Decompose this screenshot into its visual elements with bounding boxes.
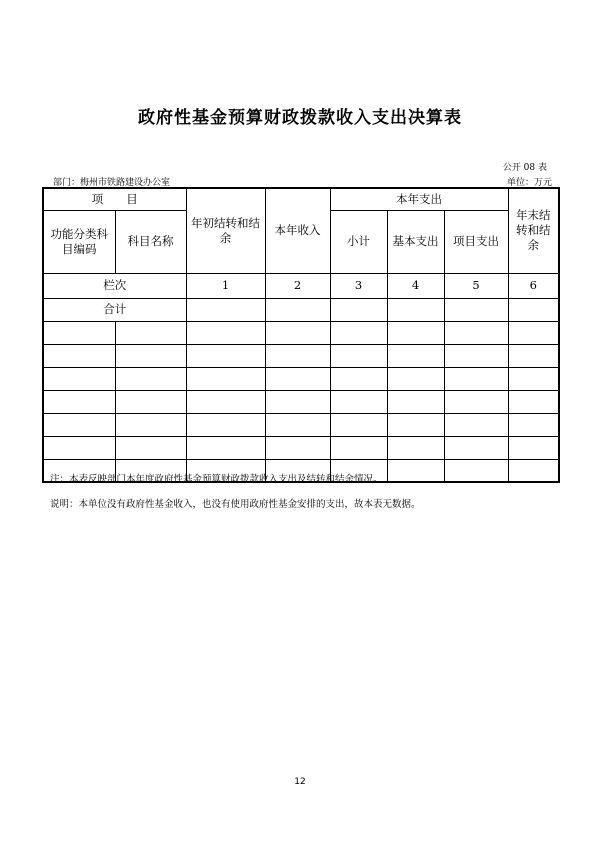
table-cell: [265, 436, 330, 459]
table-cell: [43, 390, 115, 413]
table-cell: [186, 298, 265, 321]
table-cell: [444, 436, 508, 459]
table-cell: [265, 367, 330, 390]
row-index-col: 6: [508, 273, 559, 298]
table-cell: [115, 413, 186, 436]
unit-label: 单位：万元: [506, 178, 552, 188]
header-subject-name: 科目名称: [115, 210, 186, 273]
table-cell: [43, 367, 115, 390]
header-subtotal: 小计: [330, 210, 387, 273]
table-cell: [508, 344, 559, 367]
table-cell: [186, 344, 265, 367]
table-cell: [387, 459, 444, 482]
table-cell: [387, 436, 444, 459]
table-cell: [43, 344, 115, 367]
table-cell: [444, 459, 508, 482]
table-cell: [330, 390, 387, 413]
header-begin-balance: 年初结转和结余: [186, 188, 265, 273]
table-cell: [387, 321, 444, 344]
table-explanation: 说明：本单位没有政府性基金收入，也没有使用政府性基金安排的支出，故本表无数据。: [50, 499, 421, 510]
table-cell: [508, 298, 559, 321]
table-cell: [444, 298, 508, 321]
table-cell: [186, 321, 265, 344]
table-cell: [330, 413, 387, 436]
table-cell: [444, 413, 508, 436]
header-func-code: 功能分类科目编码: [43, 210, 115, 273]
table-cell: [330, 436, 387, 459]
table-cell: [444, 321, 508, 344]
row-index-col: 1: [186, 273, 265, 298]
table-cell: [508, 436, 559, 459]
table-row: [43, 390, 559, 413]
table-cell: [265, 321, 330, 344]
header-project-expense: 项目支出: [444, 210, 508, 273]
table-cell: [43, 413, 115, 436]
table-cell: [265, 413, 330, 436]
table-cell: [186, 390, 265, 413]
header-project: 项 目: [43, 188, 186, 210]
table-row: [43, 344, 559, 367]
table-cell: [444, 344, 508, 367]
table-cell: [508, 321, 559, 344]
table-cell: [330, 367, 387, 390]
table-cell: [186, 367, 265, 390]
table-cell: [508, 459, 559, 482]
document-title: 政府性基金预算财政拨款收入支出决算表: [138, 108, 462, 128]
table-cell: [186, 436, 265, 459]
table-cell: [265, 298, 330, 321]
page-number: 12: [294, 777, 306, 787]
table-row: [43, 436, 559, 459]
table-cell: [115, 390, 186, 413]
header-basic-expense: 基本支出: [387, 210, 444, 273]
table-cell: [265, 390, 330, 413]
table-row: [43, 321, 559, 344]
table-cell: [330, 321, 387, 344]
table-note: 注：本表反映部门本年度政府性基金预算财政拨款收入支出及结转和结余情况。: [50, 474, 383, 485]
table-cell: [387, 413, 444, 436]
table-cell: [186, 413, 265, 436]
header-year-expense: 本年支出: [330, 188, 508, 210]
table-cell: [387, 367, 444, 390]
table-row: [43, 413, 559, 436]
table-cell: [330, 344, 387, 367]
header-year-income: 本年收入: [265, 188, 330, 273]
row-index-col: 2: [265, 273, 330, 298]
table-cell: [330, 298, 387, 321]
table-row: [43, 367, 559, 390]
table-cell: [387, 298, 444, 321]
total-label: 合计: [43, 298, 186, 321]
table-cell: [508, 413, 559, 436]
row-index-col: 4: [387, 273, 444, 298]
header-end-balance: 年末结转和结余: [508, 188, 559, 273]
table-cell: [115, 367, 186, 390]
row-index-label: 栏次: [43, 273, 186, 298]
table-cell: [43, 436, 115, 459]
row-index-col: 5: [444, 273, 508, 298]
department-label: 部门：梅州市铁路建设办公室: [53, 178, 171, 188]
row-index-col: 3: [330, 273, 387, 298]
table-cell: [508, 367, 559, 390]
table-cell: [387, 390, 444, 413]
budget-table: [42, 187, 560, 483]
table-cell: [444, 390, 508, 413]
table-cell: [115, 344, 186, 367]
table-cell: [508, 390, 559, 413]
table-cell: [43, 321, 115, 344]
table-cell: [444, 367, 508, 390]
form-number: 公开 08 表: [502, 163, 547, 173]
table-cell: [115, 321, 186, 344]
table-cell: [387, 344, 444, 367]
table-cell: [115, 436, 186, 459]
table-cell: [265, 344, 330, 367]
